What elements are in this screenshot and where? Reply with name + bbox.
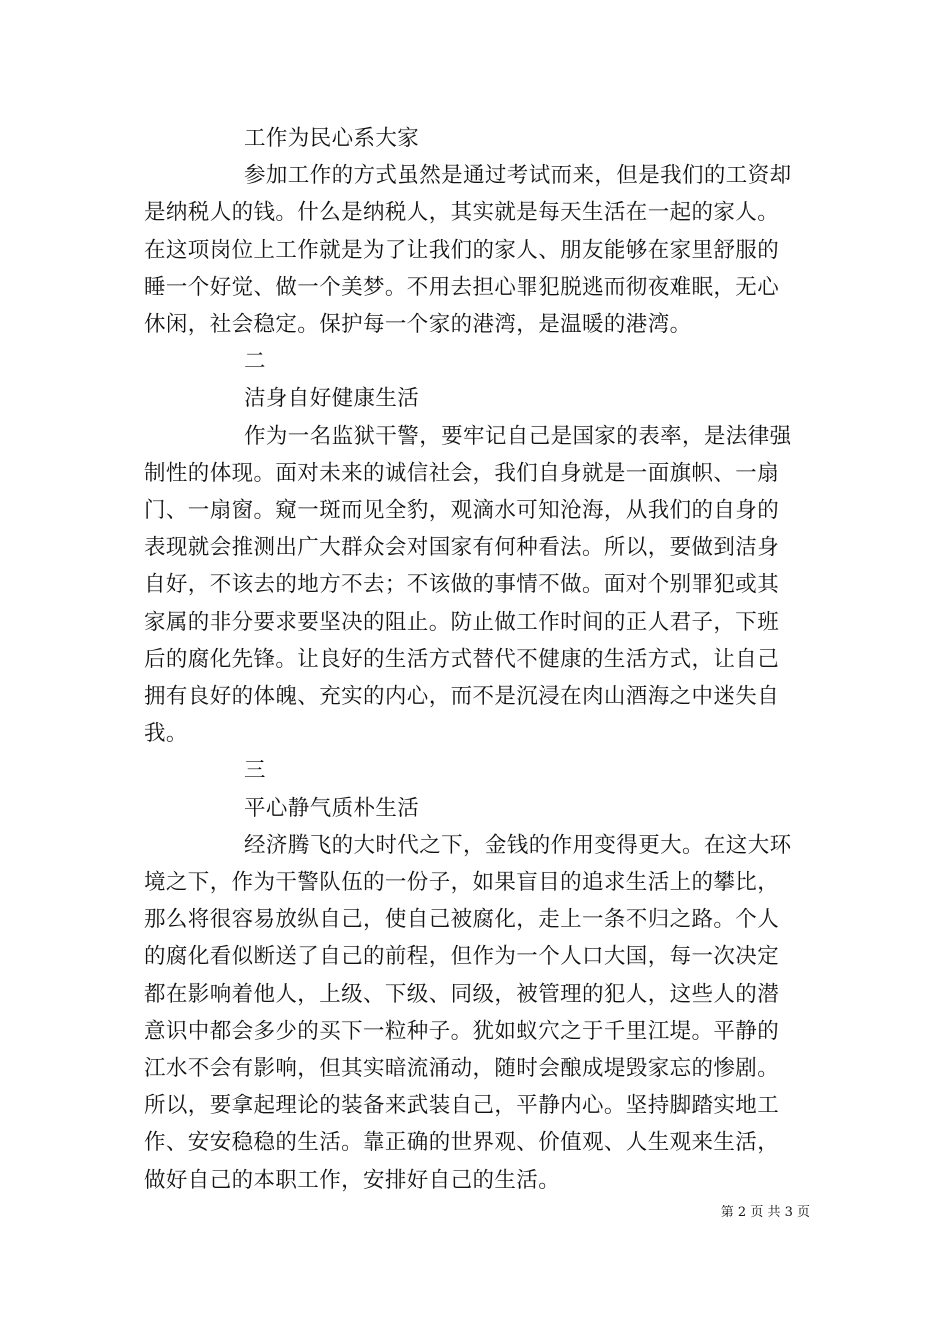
paragraph-line: 都在影响着他人，上级、下级、同级，被管理的犯人，这些人的潜 (144, 981, 780, 1007)
paragraph-line: 的腐化看似断送了自己的前程，但作为一个人口大国，每一次决定 (144, 944, 780, 970)
paragraph-line: 家属的非分要求要坚决的阻止。防止做工作时间的正人君子，下班 (144, 609, 780, 635)
section-heading: 平心静气质朴生活 (244, 795, 420, 821)
section-heading: 工作为民心系大家 (244, 126, 420, 151)
paragraph-line: 拥有良好的体魄、充实的内心，而不是沉浸在肉山酒海之中迷失自 (144, 684, 780, 710)
document-body (144, 120, 806, 1199)
paragraph-line: 睡一个好觉、做一个美梦。不用去担心罪犯脱逃而彻夜难眠，无心 (144, 274, 780, 300)
paragraph-line: 我。 (144, 721, 188, 747)
paragraph-line: 自好，不该去的地方不去；不该做的事情不做。面对个别罪犯或其 (144, 572, 780, 598)
paragraph-line: 表现就会推测出广大群众会对国家有何种看法。所以，要做到洁身 (144, 535, 780, 561)
paragraph-line: 休闲，社会稳定。保护每一个家的港湾，是温暖的港湾。 (144, 312, 692, 338)
paragraph-line: 制性的体现。面对未来的诚信社会，我们自身就是一面旗帜、一扇 (144, 460, 780, 486)
paragraph-line: 所以，要拿起理论的装备来武装自己，平静内心。坚持脚踏实地工 (144, 1093, 780, 1119)
paragraph-line: 门、一扇窗。窥一斑而见全豹，观滴水可知沧海，从我们的自身的 (144, 498, 780, 524)
paragraph-line: 江水不会有影响，但其实暗流涌动，随时会酿成堤毁家忘的惨剧。 (144, 1056, 780, 1082)
paragraph-line: 境之下，作为干警队伍的一份子，如果盲目的追求生活上的攀比， (144, 870, 780, 896)
paragraph-line: 意识中都会多少的买下一粒种子。犹如蚁穴之于千里江堤。平静的 (144, 1018, 780, 1044)
page-number-footer: 第 2 页 共 3 页 (720, 1205, 810, 1220)
paragraph-line: 作为一名监狱干警，要牢记自己是国家的表率，是法律强 (244, 423, 792, 449)
paragraph-line: 是纳税人的钱。什么是纳税人，其实就是每天生活在一起的家人。 (144, 200, 780, 226)
paragraph-line: 作、安安稳稳的生活。靠正确的世界观、价值观、人生观来生活， (144, 1130, 780, 1156)
paragraph-line: 在这项岗位上工作就是为了让我们的家人、朋友能够在家里舒服的 (144, 237, 780, 263)
paragraph-line: 后的腐化先锋。让良好的生活方式替代不健康的生活方式，让自己 (144, 646, 780, 672)
section-number: 二 (244, 349, 266, 375)
section-heading: 洁身自好健康生活 (244, 386, 420, 412)
paragraph-line: 那么将很容易放纵自己，使自己被腐化，走上一条不归之路。个人 (144, 907, 780, 933)
paragraph-line: 经济腾飞的大时代之下，金钱的作用变得更大。在这大环 (244, 832, 792, 858)
paragraph-line: 参加工作的方式虽然是通过考试而来，但是我们的工资却 (244, 163, 792, 189)
section-number: 三 (244, 758, 266, 784)
paragraph-line: 做好自己的本职工作，安排好自己的生活。 (144, 1167, 561, 1193)
